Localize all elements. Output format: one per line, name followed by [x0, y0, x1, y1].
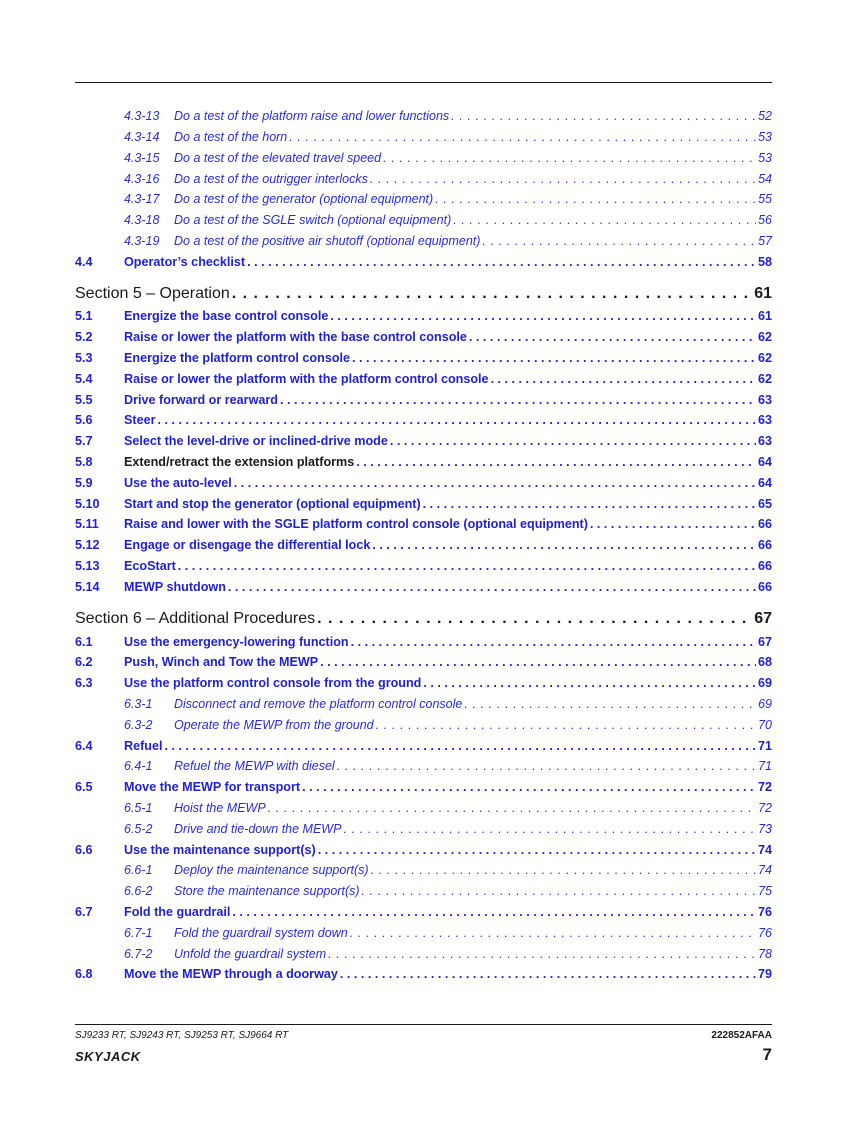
toc-entry[interactable] [75, 330, 772, 346]
toc-entry-title: Disconnect and remove the platform control console [174, 697, 463, 711]
toc-entry-title: Hoist the MEWP [174, 801, 266, 815]
toc-entry[interactable] [75, 739, 772, 755]
toc-entry-number: 5.8 [75, 455, 93, 469]
toc-entry-number: 6.5-2 [124, 822, 153, 836]
toc-entry[interactable] [75, 434, 772, 450]
toc-dot-leader [491, 372, 756, 386]
toc-entry-title: Store the maintenance support(s) [174, 884, 360, 898]
toc-dot-leader [232, 905, 756, 919]
toc-entry-page: 74 [757, 843, 772, 857]
toc-entry-page: 63 [757, 393, 772, 407]
toc-entry-page: 72 [757, 780, 772, 794]
toc-entry-number: 6.4-1 [124, 759, 153, 773]
toc-entry-number: 5.9 [75, 476, 93, 490]
toc-entry-number: 4.3-17 [124, 192, 160, 206]
toc-entry-number: 6.1 [75, 635, 93, 649]
toc-entry-page: 62 [757, 372, 772, 386]
toc-entry-title: Extend/retract the extension platforms [124, 455, 355, 469]
toc-dot-leader [318, 843, 756, 857]
toc-entry-page: 68 [757, 655, 772, 669]
toc-dot-leader [178, 559, 756, 573]
toc-dot-leader [302, 780, 756, 794]
toc-entry-number: 5.6 [75, 413, 93, 427]
toc-dot-leader [423, 497, 756, 511]
toc-dot-leader [328, 947, 756, 961]
toc-entry-page: 62 [757, 351, 772, 365]
toc-entry-page: 72 [758, 801, 772, 815]
toc-entry-title: Start and stop the generator (optional equipment) [124, 497, 421, 511]
toc-entry-page: 58 [757, 255, 772, 269]
toc-entry-page: 70 [758, 718, 772, 732]
toc-entry-number: 5.3 [75, 351, 93, 365]
page-number: 7 [762, 1045, 772, 1064]
toc-subentry[interactable] [75, 822, 772, 838]
toc-subentry[interactable] [75, 151, 772, 167]
toc-entry-number: 6.7 [75, 905, 93, 919]
toc-subentry[interactable] [75, 718, 772, 734]
toc-dot-leader [280, 393, 756, 407]
skyjack-logo-text: SKYJACK [75, 1049, 141, 1064]
toc-subentry[interactable] [75, 863, 772, 879]
toc-dot-leader [158, 413, 756, 427]
toc-entry-number: 6.5-1 [124, 801, 153, 815]
toc-dot-leader [390, 434, 756, 448]
toc-entry-number: 6.8 [75, 967, 93, 981]
toc-entry-number: 4.3-16 [124, 172, 160, 186]
toc-entry-title: Refuel the MEWP with diesel [174, 759, 335, 773]
footer-models: SJ9233 RT, SJ9243 RT, SJ9253 RT, SJ9664 RT [75, 1030, 289, 1041]
toc-entry-title: Refuel [124, 739, 163, 753]
toc-entry-title: Do a test of the platform raise and lower functions [174, 109, 450, 123]
toc-subentry[interactable] [75, 130, 772, 146]
toc-entry[interactable] [75, 309, 772, 325]
toc-entry-title: Do a test of the horn [174, 130, 288, 144]
toc-entry[interactable] [75, 843, 772, 859]
toc-entry-title: Use the emergency-lowering function [124, 635, 349, 649]
toc-dot-leader [289, 130, 756, 144]
toc-dot-leader [232, 285, 752, 303]
toc-entry[interactable] [75, 655, 772, 671]
toc-dot-leader [453, 213, 756, 227]
toc-dot-leader [343, 822, 756, 836]
toc-entry-number: 4.3-13 [124, 109, 160, 123]
toc-dot-leader [482, 234, 756, 248]
toc-entry-title: Operator’s checklist [124, 255, 246, 269]
toc-entry-page: 69 [758, 697, 772, 711]
toc-entry-title: Raise and lower with the SGLE platform control console (optional equipment) [124, 517, 588, 531]
toc-dot-leader [435, 192, 756, 206]
toc-entry-page: 73 [758, 822, 772, 836]
toc-dot-leader [228, 580, 756, 594]
toc-entry-page: 66 [757, 517, 772, 531]
toc-entry[interactable] [75, 476, 772, 492]
toc-entry-number: 5.13 [75, 559, 100, 573]
toc-entry-number: 6.3 [75, 676, 93, 690]
toc-entry-page: 63 [757, 434, 772, 448]
toc-entry-title: Energize the base control console [124, 309, 329, 323]
toc-entry-page: 76 [757, 905, 772, 919]
toc-dot-leader [350, 926, 756, 940]
toc-entry-title: Do a test of the SGLE switch (optional equipment) [174, 213, 452, 227]
toc-dot-leader [383, 151, 756, 165]
toc-entry-title: Use the maintenance support(s) [124, 843, 316, 857]
toc-entry[interactable] [75, 635, 772, 651]
toc-entry[interactable] [75, 517, 772, 533]
toc-entry-page: 64 [757, 476, 772, 490]
toc-entry-title: Select the level-drive or inclined-drive mode [124, 434, 388, 448]
toc-subentry[interactable] [75, 926, 772, 942]
toc-dot-leader [372, 538, 756, 552]
toc-entry-number: 5.12 [75, 538, 100, 552]
toc-entry-title: MEWP shutdown [124, 580, 226, 594]
toc-entry-page: 55 [758, 192, 772, 206]
toc-subentry[interactable] [75, 759, 772, 775]
toc-dot-leader [464, 697, 756, 711]
toc-entry-title: Section 5 – Operation [75, 285, 230, 302]
toc-subentry[interactable] [75, 884, 772, 900]
toc-entry[interactable] [75, 676, 772, 692]
toc-entry-title: Engage or disengage the differential lock [124, 538, 371, 552]
toc-subentry[interactable] [75, 192, 772, 208]
toc-section-heading[interactable] [75, 285, 772, 305]
toc-subentry[interactable] [75, 234, 772, 250]
toc-entry-page: 66 [757, 580, 772, 594]
skyjack-logo [75, 1046, 165, 1066]
toc-entry-page: 56 [758, 213, 772, 227]
toc-dot-leader [451, 109, 756, 123]
toc-entry-page: 64 [757, 455, 772, 469]
toc-dot-leader [469, 330, 756, 344]
toc-entry-title: Fold the guardrail [124, 905, 231, 919]
toc-entry[interactable] [75, 780, 772, 796]
toc-dot-leader [320, 655, 756, 669]
toc-dot-leader [317, 610, 752, 628]
toc-entry[interactable] [75, 255, 772, 271]
toc-entry-number: 6.3-1 [124, 697, 153, 711]
footer-doc-number: 222852AFAA [711, 1030, 772, 1041]
toc-entry-page: 62 [757, 330, 772, 344]
toc-entry-title: Operate the MEWP from the ground [174, 718, 374, 732]
toc-dot-leader [268, 801, 756, 815]
toc-dot-leader [356, 455, 756, 469]
toc-dot-leader [234, 476, 756, 490]
toc-dot-leader [423, 676, 756, 690]
toc-dot-leader [340, 967, 756, 981]
toc-entry-title: Raise or lower the platform with the base control console [124, 330, 467, 344]
toc-entry[interactable] [75, 580, 772, 596]
toc-entry-page: 66 [757, 559, 772, 573]
toc-entry-page: 52 [758, 109, 772, 123]
toc-dot-leader [337, 759, 756, 773]
toc-entry[interactable] [75, 393, 772, 409]
toc-subentry[interactable] [75, 213, 772, 229]
toc-entry-title: Move the MEWP through a doorway [124, 967, 338, 981]
toc-entry-page: 66 [757, 538, 772, 552]
toc-dot-leader [247, 255, 756, 269]
toc-entry-title: Raise or lower the platform with the platform control console [124, 372, 489, 386]
toc-dot-leader [376, 718, 756, 732]
toc-entry-number: 6.6-2 [124, 884, 153, 898]
toc-entry[interactable] [75, 351, 772, 367]
toc-entry-page: 71 [758, 759, 772, 773]
toc-entry-number: 5.10 [75, 497, 100, 511]
toc-entry-title: Do a test of the generator (optional equipment) [174, 192, 434, 206]
toc-entry-number: 4.4 [75, 255, 93, 269]
toc-entry-number: 5.7 [75, 434, 93, 448]
toc-entry-title: Use the auto-level [124, 476, 232, 490]
toc-section-heading[interactable] [75, 610, 772, 630]
toc-entry-title: Do a test of the positive air shutoff (optional equipment) [174, 234, 481, 248]
toc-subentry[interactable] [75, 801, 772, 817]
toc-entry-page: 53 [758, 151, 772, 165]
toc-dot-leader [362, 884, 757, 898]
toc-dot-leader [352, 351, 756, 365]
toc-subentry[interactable] [75, 697, 772, 713]
toc-entry-number: 4.3-15 [124, 151, 160, 165]
toc-entry-title: Use the platform control console from the ground [124, 676, 422, 690]
toc-dot-leader [370, 172, 756, 186]
toc-entry-number: 5.5 [75, 393, 93, 407]
toc-entry-page: 74 [758, 863, 772, 877]
toc-entry-page: 75 [758, 884, 772, 898]
toc-entry-page: 65 [757, 497, 772, 511]
header-rule [75, 82, 772, 83]
toc-entry-title: Do a test of the elevated travel speed [174, 151, 382, 165]
toc-entry[interactable] [75, 455, 772, 471]
toc-entry-number: 6.4 [75, 739, 93, 753]
toc-entry-title: Drive forward or rearward [124, 393, 278, 407]
toc-entry-title: Drive and tie-down the MEWP [174, 822, 342, 836]
toc-entry-title: Move the MEWP for transport [124, 780, 301, 794]
toc-dot-leader [330, 309, 756, 323]
toc-subentry[interactable] [75, 947, 772, 963]
toc-entry-page: 61 [754, 285, 772, 302]
toc-entry-title: Section 6 – Additional Procedures [75, 610, 316, 627]
toc-entry-page: 57 [758, 234, 772, 248]
toc-entry-number: 6.3-2 [124, 718, 153, 732]
toc-entry-number: 4.3-19 [124, 234, 160, 248]
toc-entry-title: Push, Winch and Tow the MEWP [124, 655, 319, 669]
toc-entry-number: 5.1 [75, 309, 93, 323]
toc-entry-title: Fold the guardrail system down [174, 926, 348, 940]
toc-entry[interactable] [75, 905, 772, 921]
toc-entry-title: Energize the platform control console [124, 351, 351, 365]
toc-entry-page: 76 [758, 926, 772, 940]
toc-entry-number: 6.7-1 [124, 926, 153, 940]
toc-dot-leader [351, 635, 756, 649]
toc-entry-page: 67 [757, 635, 772, 649]
toc-entry[interactable] [75, 967, 772, 983]
toc-entry-number: 6.6-1 [124, 863, 153, 877]
toc-dot-leader [371, 863, 757, 877]
toc-entry-title: Unfold the guardrail system [174, 947, 327, 961]
toc-entry-number: 5.14 [75, 580, 100, 594]
toc-entry-page: 67 [754, 610, 772, 627]
toc-entry-page: 69 [757, 676, 772, 690]
toc-entry[interactable] [75, 413, 772, 429]
toc-entry[interactable] [75, 372, 772, 388]
toc-entry-title: Steer [124, 413, 156, 427]
toc-entry-page: 53 [758, 130, 772, 144]
toc-entry[interactable] [75, 559, 772, 575]
toc-entry-page: 54 [758, 172, 772, 186]
toc-entry-title: Deploy the maintenance support(s) [174, 863, 369, 877]
toc-entry-number: 6.5 [75, 780, 93, 794]
toc-entry-page: 63 [757, 413, 772, 427]
toc-entry-page: 61 [757, 309, 772, 323]
toc-entry-number: 6.6 [75, 843, 93, 857]
footer-rule [75, 1024, 772, 1025]
toc-entry-number: 5.11 [75, 517, 99, 531]
toc-dot-leader [590, 517, 756, 531]
toc-entry[interactable] [75, 497, 772, 513]
toc-entry-number: 4.3-14 [124, 130, 160, 144]
toc-subentry[interactable] [75, 172, 772, 188]
toc-entry-number: 4.3-18 [124, 213, 160, 227]
toc-dot-leader [165, 739, 756, 753]
toc-entry-number: 5.2 [75, 330, 93, 344]
toc-entry-page: 78 [758, 947, 772, 961]
toc-entry[interactable] [75, 538, 772, 554]
toc-subentry[interactable] [75, 109, 772, 125]
toc-entry-page: 71 [757, 739, 772, 753]
toc-entry-page: 79 [757, 967, 772, 981]
toc-entry-number: 6.7-2 [124, 947, 153, 961]
toc-entry-title: EcoStart [124, 559, 176, 573]
toc-entry-number: 6.2 [75, 655, 93, 669]
toc-entry-number: 5.4 [75, 372, 93, 386]
toc-entry-title: Do a test of the outrigger interlocks [174, 172, 368, 186]
